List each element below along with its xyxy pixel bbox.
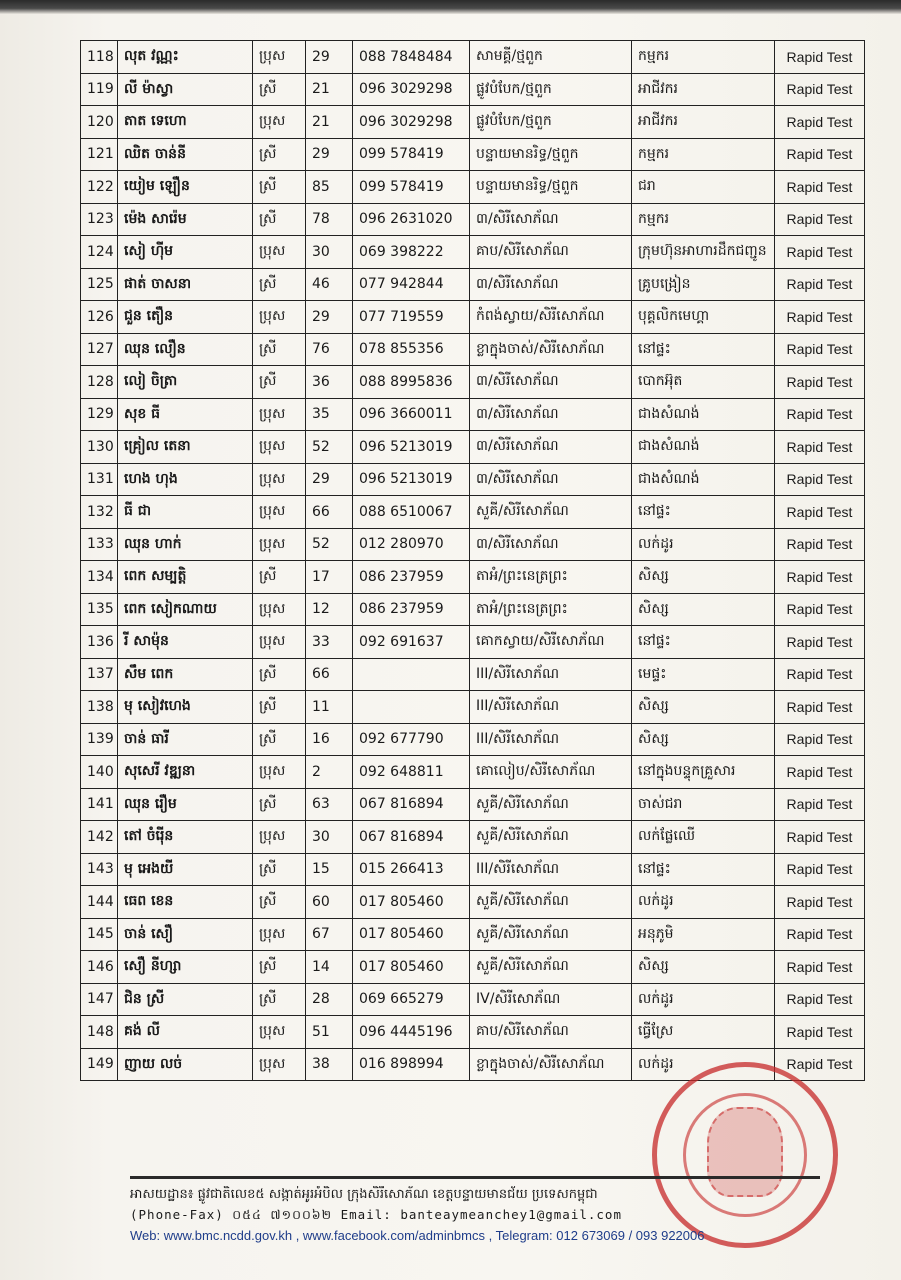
table-row bbox=[81, 983, 865, 1016]
village-commune-cell: តាអំ/ព្រះនេត្រព្រះ bbox=[470, 593, 632, 626]
test-type-cell: Rapid Test bbox=[775, 236, 865, 269]
table-row bbox=[81, 398, 865, 431]
person-name-cell: សុខ ធី bbox=[118, 398, 253, 431]
age-cell: 11 bbox=[306, 691, 353, 724]
occupation-cell: សិស្ស bbox=[632, 593, 775, 626]
row-number-cell: 145 bbox=[81, 918, 118, 951]
row-number-cell: 128 bbox=[81, 366, 118, 399]
person-name-cell: ឈុន លឿន bbox=[118, 333, 253, 366]
occupation-cell: ធ្វើស្រែ bbox=[632, 1016, 775, 1049]
person-name-cell: ញាយ លច់ bbox=[118, 1048, 253, 1081]
sex-cell: ប្រុស bbox=[253, 821, 306, 854]
table-row bbox=[81, 73, 865, 106]
phone-number-cell: 086 237959 bbox=[353, 561, 470, 594]
phone-number-cell bbox=[353, 691, 470, 724]
test-type-cell: Rapid Test bbox=[775, 626, 865, 659]
occupation-cell: នៅផ្ទះ bbox=[632, 626, 775, 659]
test-type-cell: Rapid Test bbox=[775, 171, 865, 204]
village-commune-cell: សួគី/សិរីសោភ័ណ bbox=[470, 886, 632, 919]
person-name-cell: ឈុន រឿម bbox=[118, 788, 253, 821]
sex-cell: ប្រុស bbox=[253, 918, 306, 951]
age-cell: 52 bbox=[306, 431, 353, 464]
table-row bbox=[81, 853, 865, 886]
table-row bbox=[81, 301, 865, 334]
test-type-cell: Rapid Test bbox=[775, 431, 865, 464]
village-commune-cell: ផ្លូវបំបែក/ថ្មពួក bbox=[470, 73, 632, 106]
sex-cell: ប្រុស bbox=[253, 106, 306, 139]
phone-number-cell: 077 719559 bbox=[353, 301, 470, 334]
row-number-cell: 140 bbox=[81, 756, 118, 789]
person-name-cell: សឹម ពេក bbox=[118, 658, 253, 691]
table-row bbox=[81, 918, 865, 951]
test-type-cell: Rapid Test bbox=[775, 106, 865, 139]
row-number-cell: 135 bbox=[81, 593, 118, 626]
test-type-cell: Rapid Test bbox=[775, 301, 865, 334]
phone-number-cell: 096 3029298 bbox=[353, 106, 470, 139]
person-name-cell: សៀ ហ៊ីម bbox=[118, 236, 253, 269]
occupation-cell: អាជីវករ bbox=[632, 106, 775, 139]
sex-cell: ប្រុស bbox=[253, 398, 306, 431]
phone-number-cell: 012 280970 bbox=[353, 528, 470, 561]
age-cell: 78 bbox=[306, 203, 353, 236]
person-name-cell: ឈុន ហាក់ bbox=[118, 528, 253, 561]
table-row bbox=[81, 723, 865, 756]
person-name-cell: ធេព ខេន bbox=[118, 886, 253, 919]
occupation-cell: លក់ផ្លែឈើ bbox=[632, 821, 775, 854]
sex-cell: ស្រី bbox=[253, 73, 306, 106]
village-commune-cell: គោកស្វាយ/សិរីសោភ័ណ bbox=[470, 626, 632, 659]
sex-cell: ប្រុស bbox=[253, 41, 306, 74]
village-commune-cell: កំពង់ស្វាយ/សិរីសោភ័ណ bbox=[470, 301, 632, 334]
village-commune-cell: IV/សិរីសោភ័ណ bbox=[470, 983, 632, 1016]
sex-cell: ស្រី bbox=[253, 268, 306, 301]
village-commune-cell: គោលៀប/សិរីសោភ័ណ bbox=[470, 756, 632, 789]
person-name-cell: ជិន ស្រី bbox=[118, 983, 253, 1016]
test-type-cell: Rapid Test bbox=[775, 41, 865, 74]
age-cell: 21 bbox=[306, 73, 353, 106]
phone-number-cell: 067 816894 bbox=[353, 788, 470, 821]
village-commune-cell: បន្ទាយមានរិទ្ធ/ថ្មពួក bbox=[470, 171, 632, 204]
occupation-cell: សិស្ស bbox=[632, 561, 775, 594]
person-name-cell: ពេក សៀកណាយ bbox=[118, 593, 253, 626]
sex-cell: ស្រី bbox=[253, 983, 306, 1016]
row-number-cell: 131 bbox=[81, 463, 118, 496]
village-commune-cell: សួគី/សិរីសោភ័ណ bbox=[470, 788, 632, 821]
occupation-cell: សិស្ស bbox=[632, 723, 775, 756]
sex-cell: ស្រី bbox=[253, 203, 306, 236]
phone-number-cell: 096 5213019 bbox=[353, 463, 470, 496]
person-name-cell: គ្រៀល តេនា bbox=[118, 431, 253, 464]
village-commune-cell: សួគី/សិរីសោភ័ណ bbox=[470, 821, 632, 854]
occupation-cell: នៅផ្ទះ bbox=[632, 496, 775, 529]
test-type-cell: Rapid Test bbox=[775, 561, 865, 594]
sex-cell: ស្រី bbox=[253, 658, 306, 691]
age-cell: 38 bbox=[306, 1048, 353, 1081]
occupation-cell: បុគ្គលិកមេហ្គា bbox=[632, 301, 775, 334]
test-type-cell: Rapid Test bbox=[775, 983, 865, 1016]
footer-web: Web: www.bmc.ncdd.gov.kh , www.facebook.com/adminbmcs , Telegram: 012 673069 / 093 922006 bbox=[130, 1228, 705, 1243]
phone-number-cell: 069 398222 bbox=[353, 236, 470, 269]
age-cell: 14 bbox=[306, 951, 353, 984]
age-cell: 60 bbox=[306, 886, 353, 919]
person-name-cell: ចាន់ សឿ bbox=[118, 918, 253, 951]
sex-cell: ស្រី bbox=[253, 723, 306, 756]
sex-cell: ប្រុស bbox=[253, 1016, 306, 1049]
person-name-cell: តាត ទេហោ bbox=[118, 106, 253, 139]
footer-divider bbox=[130, 1176, 820, 1179]
village-commune-cell: III/សិរីសោភ័ណ bbox=[470, 723, 632, 756]
village-commune-cell: ៣/សិរីសោភ័ណ bbox=[470, 203, 632, 236]
table-row bbox=[81, 691, 865, 724]
table-row bbox=[81, 951, 865, 984]
occupation-cell: សិស្ស bbox=[632, 691, 775, 724]
village-commune-cell: III/សិរីសោភ័ណ bbox=[470, 658, 632, 691]
row-number-cell: 123 bbox=[81, 203, 118, 236]
table-row bbox=[81, 1016, 865, 1049]
village-commune-cell: III/សិរីសោភ័ណ bbox=[470, 853, 632, 886]
table-row bbox=[81, 821, 865, 854]
phone-number-cell: 017 805460 bbox=[353, 886, 470, 919]
person-name-cell: ពេក សម្បត្តិ bbox=[118, 561, 253, 594]
row-number-cell: 148 bbox=[81, 1016, 118, 1049]
age-cell: 63 bbox=[306, 788, 353, 821]
row-number-cell: 149 bbox=[81, 1048, 118, 1081]
sex-cell: ស្រី bbox=[253, 366, 306, 399]
age-cell: 30 bbox=[306, 821, 353, 854]
person-name-cell: គង់ លី bbox=[118, 1016, 253, 1049]
sex-cell: ស្រី bbox=[253, 561, 306, 594]
row-number-cell: 141 bbox=[81, 788, 118, 821]
test-type-cell: Rapid Test bbox=[775, 788, 865, 821]
phone-number-cell: 088 8995836 bbox=[353, 366, 470, 399]
person-name-cell: សឿ នីហ្សា bbox=[118, 951, 253, 984]
sex-cell: ប្រុស bbox=[253, 593, 306, 626]
phone-number-cell: 077 942844 bbox=[353, 268, 470, 301]
occupation-cell: សិស្ស bbox=[632, 951, 775, 984]
row-number-cell: 124 bbox=[81, 236, 118, 269]
footer-address: អាសយដ្ឋាន៖ ផ្លូវជាតិលេខ៥ សង្កាត់អូរអំបិល ក្រុងសិរីសោភ័ណ ខេត្តបន្ទាយមានជ័យ ប្រទេសកម្ពុជា bbox=[130, 1187, 598, 1202]
test-type-cell: Rapid Test bbox=[775, 918, 865, 951]
table-row bbox=[81, 236, 865, 269]
table-row bbox=[81, 138, 865, 171]
age-cell: 52 bbox=[306, 528, 353, 561]
row-number-cell: 144 bbox=[81, 886, 118, 919]
phone-number-cell: 088 7848484 bbox=[353, 41, 470, 74]
village-commune-cell: ៣/សិរីសោភ័ណ bbox=[470, 528, 632, 561]
village-commune-cell: ៣/សិរីសោភ័ណ bbox=[470, 431, 632, 464]
occupation-cell: បោកអ៊ុត bbox=[632, 366, 775, 399]
age-cell: 35 bbox=[306, 398, 353, 431]
test-type-cell: Rapid Test bbox=[775, 756, 865, 789]
phone-number-cell: 017 805460 bbox=[353, 918, 470, 951]
test-type-cell: Rapid Test bbox=[775, 1016, 865, 1049]
test-type-cell: Rapid Test bbox=[775, 951, 865, 984]
phone-number-cell: 016 898994 bbox=[353, 1048, 470, 1081]
row-number-cell: 126 bbox=[81, 301, 118, 334]
scan-top-edge bbox=[0, 0, 901, 14]
age-cell: 29 bbox=[306, 463, 353, 496]
row-number-cell: 129 bbox=[81, 398, 118, 431]
table-row bbox=[81, 788, 865, 821]
row-number-cell: 136 bbox=[81, 626, 118, 659]
table-row bbox=[81, 41, 865, 74]
sex-cell: ប្រុស bbox=[253, 463, 306, 496]
row-number-cell: 118 bbox=[81, 41, 118, 74]
test-type-cell: Rapid Test bbox=[775, 593, 865, 626]
age-cell: 46 bbox=[306, 268, 353, 301]
sex-cell: ប្រុស bbox=[253, 756, 306, 789]
age-cell: 21 bbox=[306, 106, 353, 139]
phone-number-cell: 017 805460 bbox=[353, 951, 470, 984]
phone-number-cell: 069 665279 bbox=[353, 983, 470, 1016]
row-number-cell: 120 bbox=[81, 106, 118, 139]
occupation-cell: កម្មករ bbox=[632, 203, 775, 236]
occupation-cell: ជរា bbox=[632, 171, 775, 204]
age-cell: 67 bbox=[306, 918, 353, 951]
village-commune-cell: សួគី/សិរីសោភ័ណ bbox=[470, 951, 632, 984]
test-type-cell: Rapid Test bbox=[775, 73, 865, 106]
test-type-cell: Rapid Test bbox=[775, 463, 865, 496]
person-name-cell: យៀម ឡឿន bbox=[118, 171, 253, 204]
sex-cell: ស្រី bbox=[253, 951, 306, 984]
sex-cell: ប្រុស bbox=[253, 431, 306, 464]
village-commune-cell: ខ្លាក្នុងចាស់/សិរីសោភ័ណ bbox=[470, 1048, 632, 1081]
phone-number-cell: 096 5213019 bbox=[353, 431, 470, 464]
village-commune-cell: សាមគ្គី/ថ្មពួក bbox=[470, 41, 632, 74]
row-number-cell: 137 bbox=[81, 658, 118, 691]
row-number-cell: 130 bbox=[81, 431, 118, 464]
sex-cell: ប្រុស bbox=[253, 301, 306, 334]
village-commune-cell: ខ្លាក្នុងចាស់/សិរីសោភ័ណ bbox=[470, 333, 632, 366]
test-type-cell: Rapid Test bbox=[775, 268, 865, 301]
village-commune-cell: III/សិរីសោភ័ណ bbox=[470, 691, 632, 724]
table-row bbox=[81, 756, 865, 789]
occupation-cell: នៅផ្ទះ bbox=[632, 333, 775, 366]
occupation-cell: លក់ដូរ bbox=[632, 528, 775, 561]
test-type-cell: Rapid Test bbox=[775, 333, 865, 366]
occupation-cell: គ្រូបង្រៀន bbox=[632, 268, 775, 301]
person-name-cell: មុ អេងយី bbox=[118, 853, 253, 886]
table-row bbox=[81, 366, 865, 399]
table-row bbox=[81, 203, 865, 236]
seal-emblem bbox=[707, 1107, 783, 1197]
phone-number-cell bbox=[353, 658, 470, 691]
phone-number-cell: 086 237959 bbox=[353, 593, 470, 626]
age-cell: 76 bbox=[306, 333, 353, 366]
person-name-cell: ចាន់ ធារី bbox=[118, 723, 253, 756]
person-name-cell: ធី ជា bbox=[118, 496, 253, 529]
table-row bbox=[81, 528, 865, 561]
table-row bbox=[81, 106, 865, 139]
test-type-cell: Rapid Test bbox=[775, 203, 865, 236]
age-cell: 66 bbox=[306, 496, 353, 529]
test-type-cell: Rapid Test bbox=[775, 366, 865, 399]
occupation-cell: ជាងសំណង់ bbox=[632, 398, 775, 431]
age-cell: 2 bbox=[306, 756, 353, 789]
person-name-cell: លី ម៉ាស្វា bbox=[118, 73, 253, 106]
test-type-cell: Rapid Test bbox=[775, 723, 865, 756]
sex-cell: ស្រី bbox=[253, 788, 306, 821]
age-cell: 33 bbox=[306, 626, 353, 659]
phone-number-cell: 099 578419 bbox=[353, 171, 470, 204]
test-type-cell: Rapid Test bbox=[775, 658, 865, 691]
phone-number-cell: 015 266413 bbox=[353, 853, 470, 886]
phone-number-cell: 067 816894 bbox=[353, 821, 470, 854]
person-name-cell: ម៉េង សារ៉េម bbox=[118, 203, 253, 236]
test-type-cell: Rapid Test bbox=[775, 398, 865, 431]
test-type-cell: Rapid Test bbox=[775, 496, 865, 529]
phone-number-cell: 078 855356 bbox=[353, 333, 470, 366]
occupation-cell: នៅក្នុងបន្ទុកគ្រួសារ bbox=[632, 756, 775, 789]
person-name-cell: ឈិត ចាន់នី bbox=[118, 138, 253, 171]
village-commune-cell: គាប/សិរីសោភ័ណ bbox=[470, 1016, 632, 1049]
village-commune-cell: សួគី/សិរីសោភ័ណ bbox=[470, 496, 632, 529]
village-commune-cell: ៣/សិរីសោភ័ណ bbox=[470, 463, 632, 496]
table-row bbox=[81, 431, 865, 464]
age-cell: 30 bbox=[306, 236, 353, 269]
phone-number-cell: 096 4445196 bbox=[353, 1016, 470, 1049]
phone-number-cell: 092 677790 bbox=[353, 723, 470, 756]
sex-cell: ប្រុស bbox=[253, 1048, 306, 1081]
occupation-cell: ជាងសំណង់ bbox=[632, 463, 775, 496]
footer-contact: (Phone-Fax) ០៥៤ ៧១០០៦២ Email: banteaymeanchey1@gmail.com bbox=[130, 1207, 622, 1222]
age-cell: 36 bbox=[306, 366, 353, 399]
test-type-cell: Rapid Test bbox=[775, 1048, 865, 1081]
row-number-cell: 146 bbox=[81, 951, 118, 984]
person-name-cell: មុ សៀវហេង bbox=[118, 691, 253, 724]
occupation-cell: លក់ដូរ bbox=[632, 1048, 775, 1081]
sex-cell: ស្រី bbox=[253, 138, 306, 171]
sex-cell: ស្រី bbox=[253, 691, 306, 724]
table-row bbox=[81, 593, 865, 626]
test-type-cell: Rapid Test bbox=[775, 886, 865, 919]
occupation-cell: កម្មករ bbox=[632, 138, 775, 171]
person-name-cell: ហេង ហុង bbox=[118, 463, 253, 496]
occupation-cell: កម្មករ bbox=[632, 41, 775, 74]
age-cell: 17 bbox=[306, 561, 353, 594]
table-row bbox=[81, 463, 865, 496]
table-row bbox=[81, 561, 865, 594]
test-type-cell: Rapid Test bbox=[775, 853, 865, 886]
phone-number-cell: 092 648811 bbox=[353, 756, 470, 789]
age-cell: 85 bbox=[306, 171, 353, 204]
roster-table bbox=[80, 40, 865, 1081]
table-row bbox=[81, 333, 865, 366]
person-name-cell: តៅ ចំរ៉ើន bbox=[118, 821, 253, 854]
table-row bbox=[81, 658, 865, 691]
phone-number-cell: 088 6510067 bbox=[353, 496, 470, 529]
occupation-cell: អាជីវករ bbox=[632, 73, 775, 106]
sex-cell: ស្រី bbox=[253, 853, 306, 886]
village-commune-cell: គាប/សិរីសោភ័ណ bbox=[470, 236, 632, 269]
age-cell: 29 bbox=[306, 301, 353, 334]
sex-cell: ប្រុស bbox=[253, 236, 306, 269]
person-name-cell: លៀ ចិត្រា bbox=[118, 366, 253, 399]
village-commune-cell: ៣/សិរីសោភ័ណ bbox=[470, 268, 632, 301]
person-name-cell: ផាត់ ចាសនា bbox=[118, 268, 253, 301]
age-cell: 12 bbox=[306, 593, 353, 626]
test-type-cell: Rapid Test bbox=[775, 138, 865, 171]
row-number-cell: 134 bbox=[81, 561, 118, 594]
village-commune-cell: តាអំ/ព្រះនេត្រព្រះ bbox=[470, 561, 632, 594]
age-cell: 29 bbox=[306, 41, 353, 74]
occupation-cell: មេផ្ទះ bbox=[632, 658, 775, 691]
village-commune-cell: ៣/សិរីសោភ័ណ bbox=[470, 398, 632, 431]
test-type-cell: Rapid Test bbox=[775, 821, 865, 854]
table-row bbox=[81, 268, 865, 301]
sex-cell: ប្រុស bbox=[253, 626, 306, 659]
row-number-cell: 139 bbox=[81, 723, 118, 756]
phone-number-cell: 096 3660011 bbox=[353, 398, 470, 431]
row-number-cell: 121 bbox=[81, 138, 118, 171]
occupation-cell: លក់ដូរ bbox=[632, 886, 775, 919]
phone-number-cell: 096 2631020 bbox=[353, 203, 470, 236]
row-number-cell: 122 bbox=[81, 171, 118, 204]
age-cell: 28 bbox=[306, 983, 353, 1016]
occupation-cell: អនុភូមិ bbox=[632, 918, 775, 951]
person-name-cell: ជួន តឿន bbox=[118, 301, 253, 334]
village-commune-cell: ផ្លូវបំបែក/ថ្មពួក bbox=[470, 106, 632, 139]
row-number-cell: 127 bbox=[81, 333, 118, 366]
village-commune-cell: បន្ទាយមានរិទ្ធ/ថ្មពួក bbox=[470, 138, 632, 171]
age-cell: 51 bbox=[306, 1016, 353, 1049]
row-number-cell: 147 bbox=[81, 983, 118, 1016]
occupation-cell: នៅផ្ទះ bbox=[632, 853, 775, 886]
occupation-cell: ក្រុមហ៊ុនអាហារដឹកជញ្ជូន bbox=[632, 236, 775, 269]
table-row bbox=[81, 886, 865, 919]
sex-cell: ប្រុស bbox=[253, 528, 306, 561]
person-name-cell: រី សាម៉ុន bbox=[118, 626, 253, 659]
sex-cell: ស្រី bbox=[253, 333, 306, 366]
row-number-cell: 142 bbox=[81, 821, 118, 854]
row-number-cell: 138 bbox=[81, 691, 118, 724]
row-number-cell: 133 bbox=[81, 528, 118, 561]
sex-cell: ស្រី bbox=[253, 171, 306, 204]
roster-body bbox=[81, 41, 865, 1081]
occupation-cell: ចាស់ជរា bbox=[632, 788, 775, 821]
row-number-cell: 125 bbox=[81, 268, 118, 301]
occupation-cell: លក់ដូរ bbox=[632, 983, 775, 1016]
age-cell: 16 bbox=[306, 723, 353, 756]
village-commune-cell: សួគី/សិរីសោភ័ណ bbox=[470, 918, 632, 951]
occupation-cell: ជាងសំណង់ bbox=[632, 431, 775, 464]
test-type-cell: Rapid Test bbox=[775, 691, 865, 724]
person-name-cell: លុត វណ្ណះ bbox=[118, 41, 253, 74]
phone-number-cell: 096 3029298 bbox=[353, 73, 470, 106]
sex-cell: ប្រុស bbox=[253, 496, 306, 529]
age-cell: 66 bbox=[306, 658, 353, 691]
row-number-cell: 119 bbox=[81, 73, 118, 106]
sex-cell: ស្រី bbox=[253, 886, 306, 919]
table-row bbox=[81, 626, 865, 659]
age-cell: 29 bbox=[306, 138, 353, 171]
person-name-cell: សុសេរី វឌ្ឍនា bbox=[118, 756, 253, 789]
test-type-cell: Rapid Test bbox=[775, 528, 865, 561]
table-row bbox=[81, 496, 865, 529]
table-row bbox=[81, 171, 865, 204]
age-cell: 15 bbox=[306, 853, 353, 886]
phone-number-cell: 092 691637 bbox=[353, 626, 470, 659]
row-number-cell: 132 bbox=[81, 496, 118, 529]
phone-number-cell: 099 578419 bbox=[353, 138, 470, 171]
village-commune-cell: ៣/សិរីសោភ័ណ bbox=[470, 366, 632, 399]
row-number-cell: 143 bbox=[81, 853, 118, 886]
